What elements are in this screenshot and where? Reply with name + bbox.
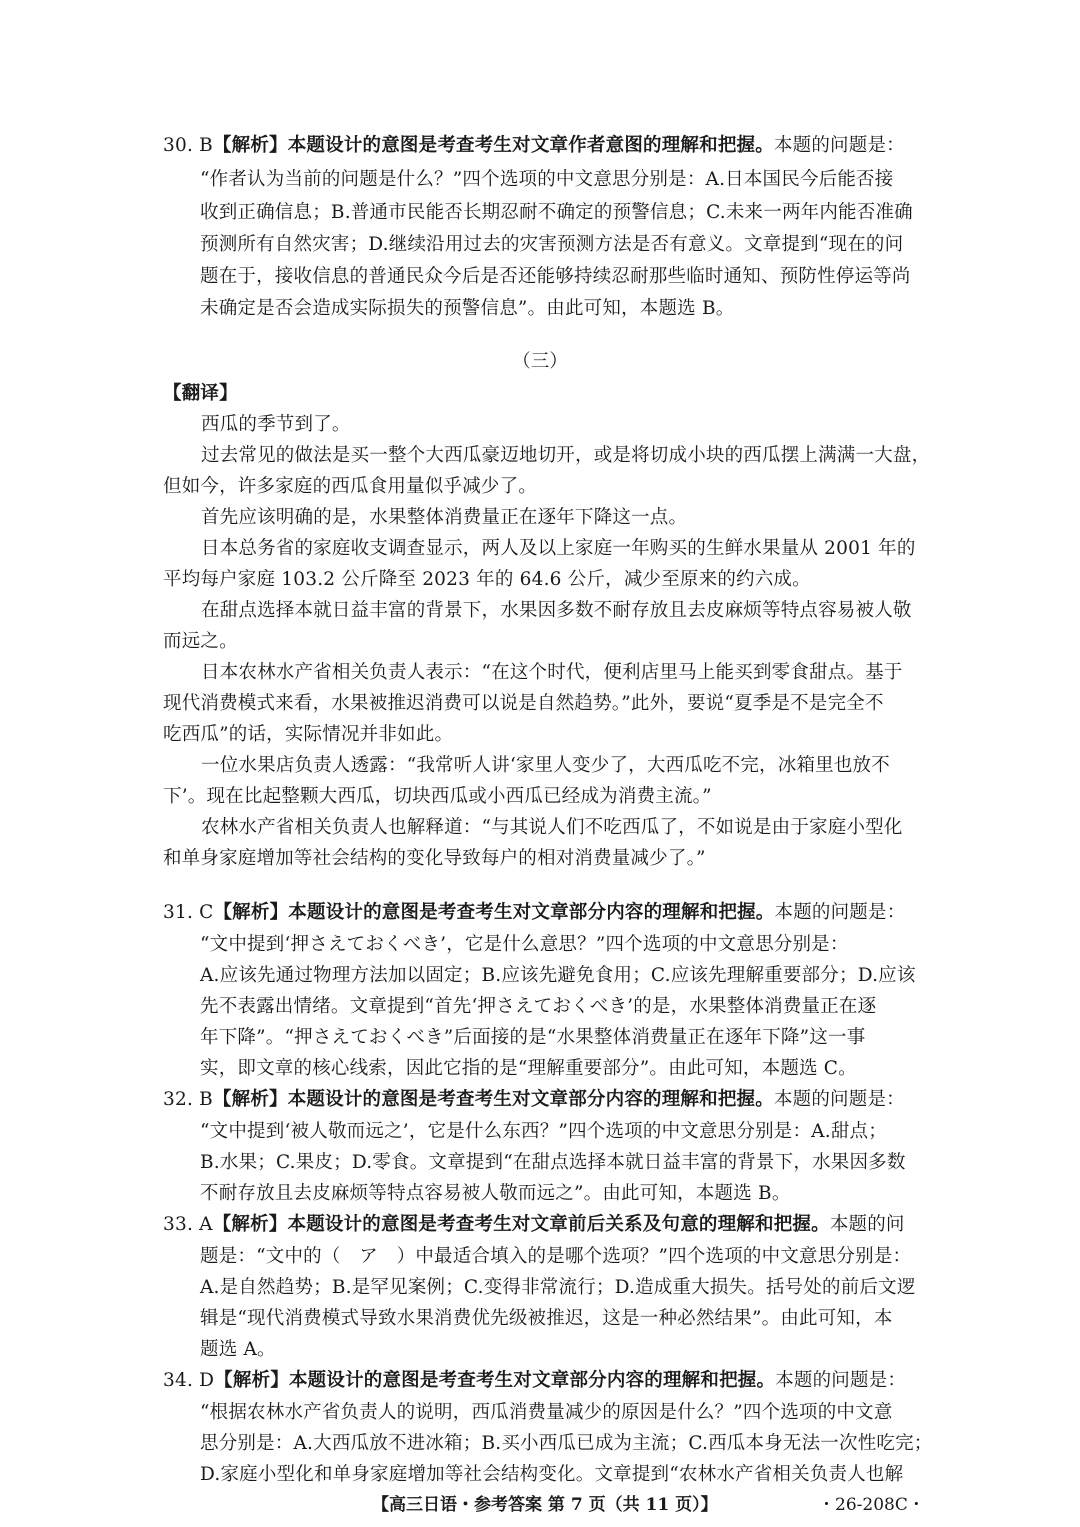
q30-head: [163, 131, 905, 161]
section-title: （三）: [512, 351, 568, 372]
q34-line: 思分别是：A.大西瓜放不进冰箱；B.买小西瓜已成为主流；C.西瓜本身无法一次性吃完；: [200, 1433, 933, 1454]
q30-line: 未确定是否会造成实际损失的预警信息”。由此可知，本题选 B。: [200, 298, 735, 319]
translation-line: 日本农林水产省相关负责人表示：“在这个时代，便利店里马上能买到零食甜点。基于: [201, 662, 903, 683]
q32-head: [163, 1085, 905, 1115]
translation-line: 下’。现在比起整颗大西瓜，切块西瓜或小西瓜已经成为消费主流。”: [163, 786, 712, 807]
q33-intent: 本题设计的意图是考查考生对文章前后关系及句意的理解和把握。: [287, 1214, 830, 1235]
q30-intent: 本题设计的意图是考查考生对文章作者意图的理解和把握。: [287, 135, 774, 156]
q34-answer: D: [199, 1370, 215, 1391]
q31-line: 年下降”。“押さえておくべき”后面接的是“水果整体消费量正在逐年下降”这一事: [200, 1027, 866, 1048]
q33-question-intro: 本题的问: [829, 1214, 905, 1235]
q32-line: “文中提到‘被人敬而远之’，它是什么东西？”四个选项的中文意思分别是：A.甜点；: [200, 1121, 887, 1142]
q32-answer: B: [199, 1089, 213, 1110]
q30-number: 30.: [163, 135, 194, 156]
page-footer-code: ・26-208C・: [818, 1495, 925, 1515]
translation-line: 和单身家庭增加等社会结构的变化导致每户的相对消费量减少了。”: [163, 848, 706, 869]
translation-line: 农林水产省相关负责人也解释道：“与其说人们不吃西瓜了，不如说是由于家庭小型化: [201, 817, 903, 838]
q33-number: 33.: [163, 1214, 194, 1235]
translation-line: 日本总务省的家庭收支调查显示，两人及以上家庭一年购买的生鲜水果量从 2001 年的: [201, 538, 916, 559]
q31-head: [163, 898, 905, 928]
translation-line: 平均每户家庭 103.2 公斤降至 2023 年的 64.6 公斤，减少至原来的约六成。: [163, 569, 811, 590]
q34-intent: 本题设计的意图是考查考生对文章部分内容的理解和把握。: [288, 1370, 776, 1391]
q33-line: 题是：“文中的（ ア ）中最适合填入的是哪个选项？”四个选项的中文意思分别是：: [200, 1246, 912, 1267]
q30-line: 收到正确信息；B.普通市民能否长期忍耐不确定的预警信息；C.未来一两年内能否准确: [200, 202, 913, 223]
page-footer-label: 【高三日语・参考答案 第 7 页（共 11 页）】: [372, 1495, 718, 1515]
q31-number: 31.: [163, 902, 194, 923]
q34-tag: 【解析】: [214, 1370, 289, 1391]
q33-line: 题选 A。: [200, 1339, 276, 1360]
q31-intent: 本题设计的意图是考查考生对文章部分内容的理解和把握。: [288, 902, 775, 923]
q31-line: “文中提到‘押さえておくべき’，它是什么意思？”四个选项的中文意思分别是：: [200, 934, 849, 955]
translation-line: 首先应该明确的是，水果整体消费量正在逐年下降这一点。: [201, 507, 688, 528]
q34-line: “根据农林水产省负责人的说明，西瓜消费量减少的原因是什么？”四个选项的中文意: [200, 1402, 893, 1423]
q32-tag: 【解析】: [212, 1089, 288, 1110]
translation-line: 在甜点选择本就日益丰富的背景下，水果因多数不耐存放且去皮麻烦等特点容易被人敬: [201, 600, 912, 621]
q30-question-intro: 本题的问题是：: [773, 135, 905, 156]
q31-line: 先不表露出情绪。文章提到“首先‘押さえておくべき’的是，水果整体消费量正在逐: [200, 996, 877, 1017]
translation-line: 西瓜的季节到了。: [201, 414, 351, 435]
translation-line: 过去常见的做法是买一整个大西瓜豪迈地切开，或是将切成小块的西瓜摆上满满一大盘，: [201, 445, 931, 466]
q30-line: 预测所有自然灾害；D.继续沿用过去的灾害预测方法是否有意义。文章提到“现在的问: [200, 234, 904, 255]
q34-line: D.家庭小型化和单身家庭增加等社会结构变化。文章提到“农林水产省相关负责人也解: [200, 1464, 904, 1485]
translation-line: 但如今，许多家庭的西瓜食用量似乎减少了。: [163, 476, 538, 497]
q30-answer: B: [199, 135, 213, 156]
q33-line: 辑是“现代消费模式导致水果消费优先级被推迟，这是一种必然结果”。由此可知，本: [200, 1308, 893, 1329]
q30-line: 题在于，接收信息的普通民众今后是否还能够持续忍耐那些临时通知、预防性停运等尚: [200, 266, 911, 287]
q33-answer: A: [199, 1214, 213, 1235]
q31-question-intro: 本题的问题是：: [774, 902, 906, 923]
translation-line: 吃西瓜”的话，实际情况并非如此。: [163, 724, 454, 745]
translation-line: 现代消费模式来看，水果被推迟消费可以说是自然趋势。”此外，要说“夏季是不是完全不: [163, 693, 884, 714]
q32-intent: 本题设计的意图是考查考生对文章部分内容的理解和把握。: [287, 1089, 774, 1110]
q30-line: “作者认为当前的问题是什么？”四个选项的中文意思分别是：A.日本国民今后能否接: [200, 169, 894, 190]
q32-line: B.水果；C.果皮；D.零食。文章提到“在甜点选择本就日益丰富的背景下，水果因多数: [200, 1152, 906, 1173]
q32-question-intro: 本题的问题是：: [773, 1089, 905, 1110]
q30-tag: 【解析】: [212, 135, 288, 156]
q31-line: 实，即文章的核心线索，因此它指的是“理解重要部分”。由此可知，本题选 C。: [200, 1058, 857, 1079]
q33-line: A.是自然趋势；B.是罕见案例；C.变得非常流行；D.造成重大损失。括号处的前后文逻: [200, 1277, 916, 1298]
q34-number: 34.: [163, 1370, 194, 1391]
q34-head: [163, 1366, 906, 1396]
q34-question-intro: 本题的问题是：: [775, 1370, 907, 1391]
q32-number: 32.: [163, 1089, 194, 1110]
q31-tag: 【解析】: [213, 902, 289, 923]
q33-head: [163, 1210, 905, 1240]
q31-answer: C: [199, 902, 214, 923]
translation-heading: 【翻译】: [163, 383, 238, 404]
q32-line: 不耐存放且去皮麻烦等特点容易被人敬而远之”。由此可知，本题选 B。: [200, 1183, 791, 1204]
translation-line: 一位水果店负责人透露：“我常听人讲‘家里人变少了，大西瓜吃不完，冰箱里也放不: [201, 755, 890, 776]
q33-tag: 【解析】: [212, 1214, 288, 1235]
q31-line: A.应该先通过物理方法加以固定；B.应该先避免食用；C.应该先理解重要部分；D.应该: [200, 965, 916, 986]
translation-line: 而远之。: [163, 631, 238, 652]
